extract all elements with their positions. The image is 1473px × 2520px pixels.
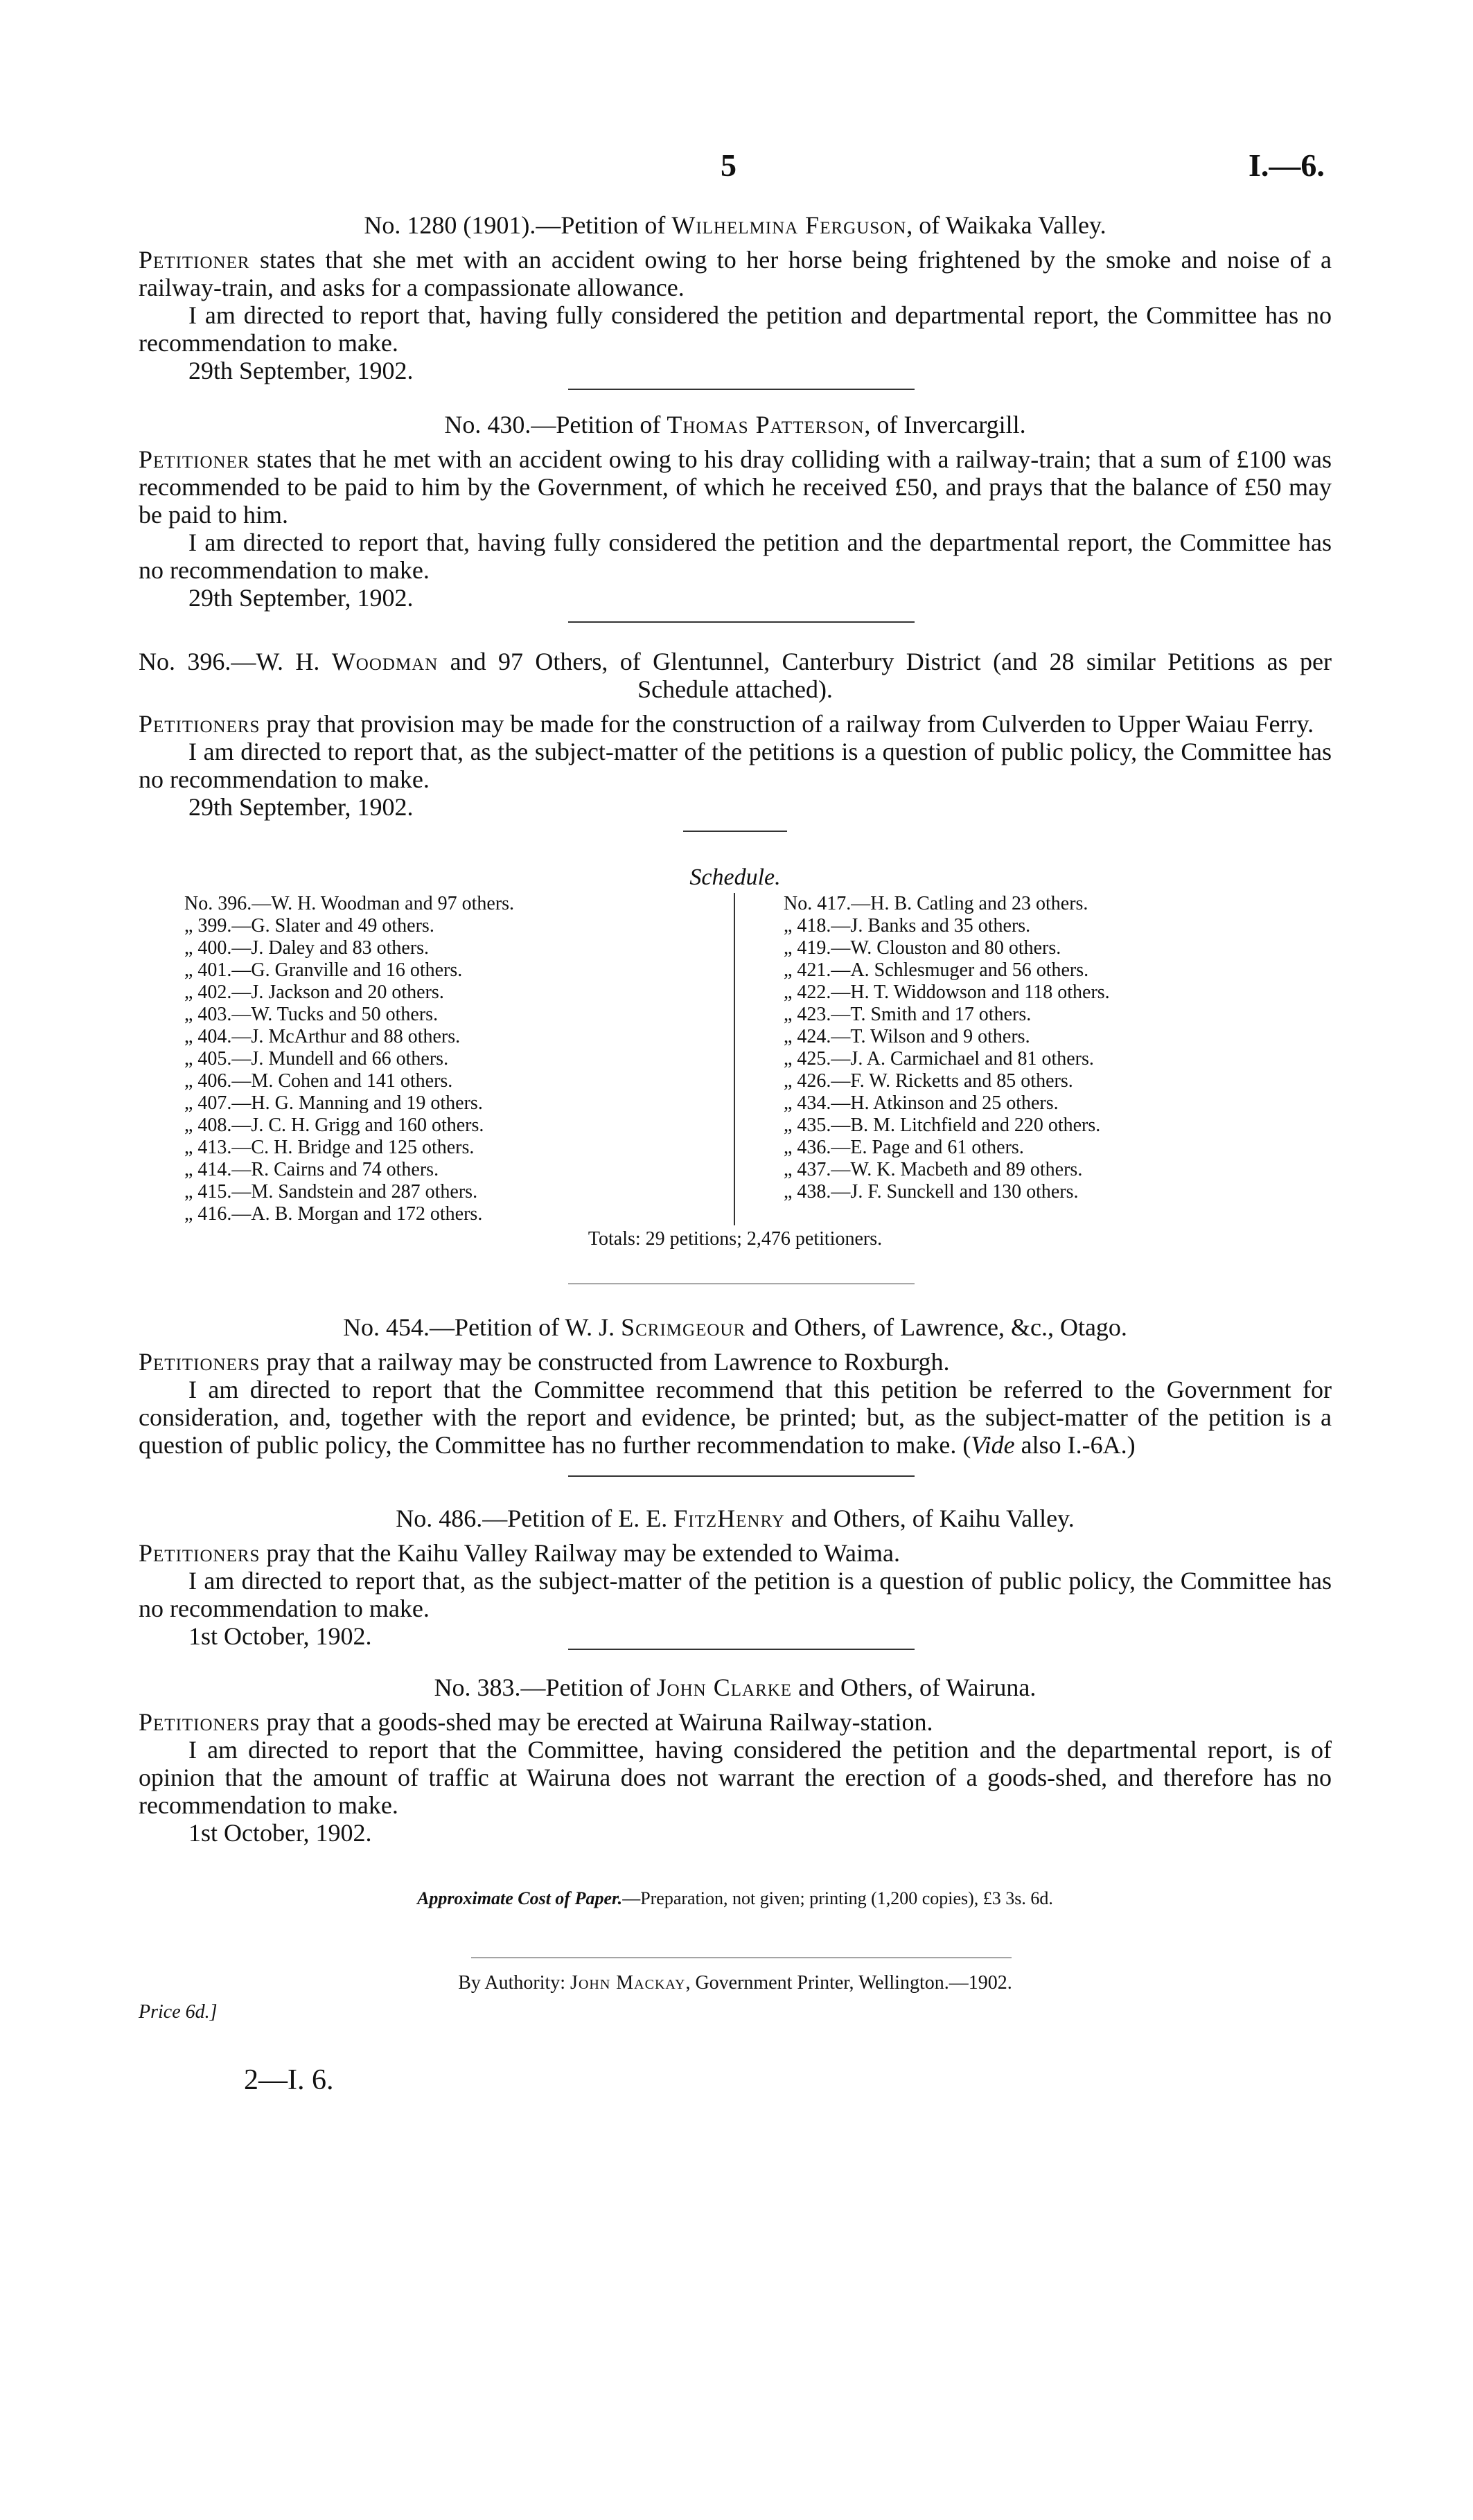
schedule-entry: „ 402.—J. Jackson and 20 others. [184, 982, 444, 1003]
report-date: 29th September, 1902. [188, 793, 414, 821]
committee-report: I am directed to report that the Committee recommend that this petition be referred to the Government for consideration, and, together with the report and evidence, be printed; but, as the subject-matter of the petition is a question of public policy, the Committee has no further recommendation to make. (Vide also I.-6A.) [139, 1376, 1332, 1459]
page-header [0, 147, 1473, 188]
section-divider [683, 831, 787, 832]
committee-report: I am directed to report that, having fully considered the petition and the departmental report, the Committee has no recommendation to make. [139, 529, 1332, 584]
schedule-totals: Totals: 29 petitions; 2,476 petitioners. [588, 1228, 883, 1250]
petition-body: Petitioners pray that provision may be made for the construction of a railway from Culverden to Upper Waiau Ferry. [139, 710, 1314, 738]
petition-430 [139, 411, 1332, 612]
schedule-entry: No. 417.—H. B. Catling and 23 others. [784, 893, 1088, 914]
schedule-entry: „ 399.—G. Slater and 49 others. [184, 915, 434, 937]
schedule-entry: „ 403.—W. Tucks and 50 others. [184, 1004, 439, 1025]
schedule-entry: No. 396.—W. H. Woodman and 97 others. [184, 893, 515, 914]
section-divider [568, 1475, 915, 1477]
committee-report: I am directed to report that, having fully considered the petition and departmental report, the Committee has no recommendation to make. [139, 301, 1332, 357]
petition-title: No. 454.—Petition of W. J. Scrimgeour and Others, of Lawrence, &c., Otago. [343, 1313, 1127, 1341]
petition-body: Petitioners pray that a goods-shed may be erected at Wairuna Railway-station. [139, 1708, 933, 1736]
report-date: 1st October, 1902. [188, 1622, 372, 1650]
petition-title: No. 383.—Petition of John Clarke and Others, of Wairuna. [434, 1674, 1037, 1701]
schedule-entry: „ 413.—C. H. Bridge and 125 others. [184, 1137, 475, 1158]
schedule-right-column [735, 893, 1332, 1225]
schedule-columns [139, 893, 1332, 1225]
report-date: 29th September, 1902. [188, 357, 414, 384]
schedule-entry: „ 425.—J. A. Carmichael and 81 others. [784, 1048, 1094, 1070]
schedule-entry: „ 436.—E. Page and 61 others. [784, 1137, 1024, 1158]
paper-code: I.—6. [1249, 148, 1325, 183]
schedule-title: Schedule. [689, 864, 781, 890]
schedule-entry: „ 437.—W. K. Macbeth and 89 others. [784, 1159, 1083, 1180]
schedule-entry: „ 407.—H. G. Manning and 19 others. [184, 1092, 483, 1114]
schedule [139, 864, 1332, 1250]
schedule-entry: „ 408.—J. C. H. Grigg and 160 others. [184, 1115, 484, 1136]
schedule-entry: „ 416.—A. B. Morgan and 172 others. [184, 1203, 483, 1225]
schedule-entry: „ 404.—J. McArthur and 88 others. [184, 1026, 461, 1047]
schedule-entry: „ 426.—F. W. Ricketts and 85 others. [784, 1070, 1073, 1092]
committee-report: I am directed to report that, as the subject-matter of the petition is a question of public policy, the Committee has no recommendation to make. [139, 1567, 1332, 1622]
petition-body: Petitioner states that she met with an accident owing to her horse being frightened by the smoke and noise of a railway-train, and asks for a compassionate allowance. [139, 246, 1332, 301]
report-date: 1st October, 1902. [188, 1819, 372, 1847]
petition-title: No. 1280 (1901).—Petition of Wilhelmina Ferguson, of Waikaka Valley. [364, 211, 1106, 239]
signature-code: 2—I. 6. [244, 2064, 334, 2096]
schedule-entry: „ 424.—T. Wilson and 9 others. [784, 1026, 1030, 1047]
schedule-entry: „ 414.—R. Cairns and 74 others. [184, 1159, 439, 1180]
schedule-entry: „ 423.—T. Smith and 17 others. [784, 1004, 1032, 1025]
schedule-entry: „ 418.—J. Banks and 35 others. [784, 915, 1031, 937]
schedule-entry: „ 401.—G. Granville and 16 others. [184, 959, 463, 981]
petition-454 [139, 1313, 1332, 1459]
petition-body: Petitioner states that he met with an accident owing to his dray colliding with a railway-train; that a sum of £100 was recommended to be paid to him by the Government, of which he received £50, and prays that the balance of £50 may be paid to him. [139, 445, 1332, 529]
schedule-entry: „ 435.—B. M. Litchfield and 220 others. [784, 1115, 1101, 1136]
cost-text: —Preparation, not given; printing (1,200 copies), £3 3s. 6d. [622, 1888, 1053, 1908]
petition-title: No. 430.—Petition of Thomas Patterson, of Invercargill. [444, 411, 1026, 438]
schedule-entry: „ 415.—M. Sandstein and 287 others. [184, 1181, 478, 1203]
petition-1280 [139, 211, 1332, 384]
petition-body: Petitioners pray that the Kaihu Valley Railway may be extended to Waima. [139, 1539, 900, 1567]
petition-383 [139, 1674, 1332, 1847]
schedule-entry: „ 419.—W. Clouston and 80 others. [784, 937, 1061, 959]
page-content [139, 211, 1332, 2097]
schedule-left-column [139, 893, 735, 1225]
cost-label: Approximate Cost of Paper. [417, 1888, 623, 1908]
schedule-entry: „ 422.—H. T. Widdowson and 118 others. [784, 982, 1110, 1003]
page-number: 5 [721, 148, 736, 183]
petition-486 [139, 1505, 1332, 1650]
petition-body: Petitioners pray that a railway may be constructed from Lawrence to Roxburgh. [139, 1348, 950, 1376]
committee-report: I am directed to report that the Committee, having considered the petition and the departmental report, is of opinion that the amount of traffic at Wairuna does not warrant the erection of a goods-shed, and therefore has no recommendation to make. [139, 1736, 1332, 1819]
section-divider [568, 621, 915, 623]
section-divider [568, 1649, 915, 1650]
schedule-entry: „ 405.—J. Mundell and 66 others. [184, 1048, 449, 1070]
report-date: 29th September, 1902. [188, 584, 414, 612]
section-divider [568, 389, 915, 390]
cost-of-paper [139, 1888, 1332, 1909]
petition-title: No. 486.—Petition of E. E. FitzHenry and Others, of Kaihu Valley. [396, 1505, 1075, 1532]
schedule-entry: „ 438.—J. F. Sunckell and 130 others. [784, 1181, 1079, 1203]
schedule-entry: „ 400.—J. Daley and 83 others. [184, 937, 430, 959]
printer-authority: By Authority: John Mackay, Government Printer, Wellington.—1902. [458, 1972, 1012, 1994]
schedule-entry: „ 421.—A. Schlesmuger and 56 others. [784, 959, 1089, 981]
petition-396 [139, 648, 1332, 821]
schedule-entry: „ 434.—H. Atkinson and 25 others. [784, 1092, 1059, 1114]
committee-report: I am directed to report that, as the subject-matter of the petitions is a question of public policy, the Committee has no recommendation to make. [139, 738, 1332, 793]
schedule-entry: „ 406.—M. Cohen and 141 others. [184, 1070, 453, 1092]
price: Price 6d.] [139, 2001, 218, 2023]
petition-title: No. 396.—W. H. Woodman and 97 Others, of Glentunnel, Canterbury District (and 28 similar Petitions as per Schedule attached). [139, 648, 1332, 703]
